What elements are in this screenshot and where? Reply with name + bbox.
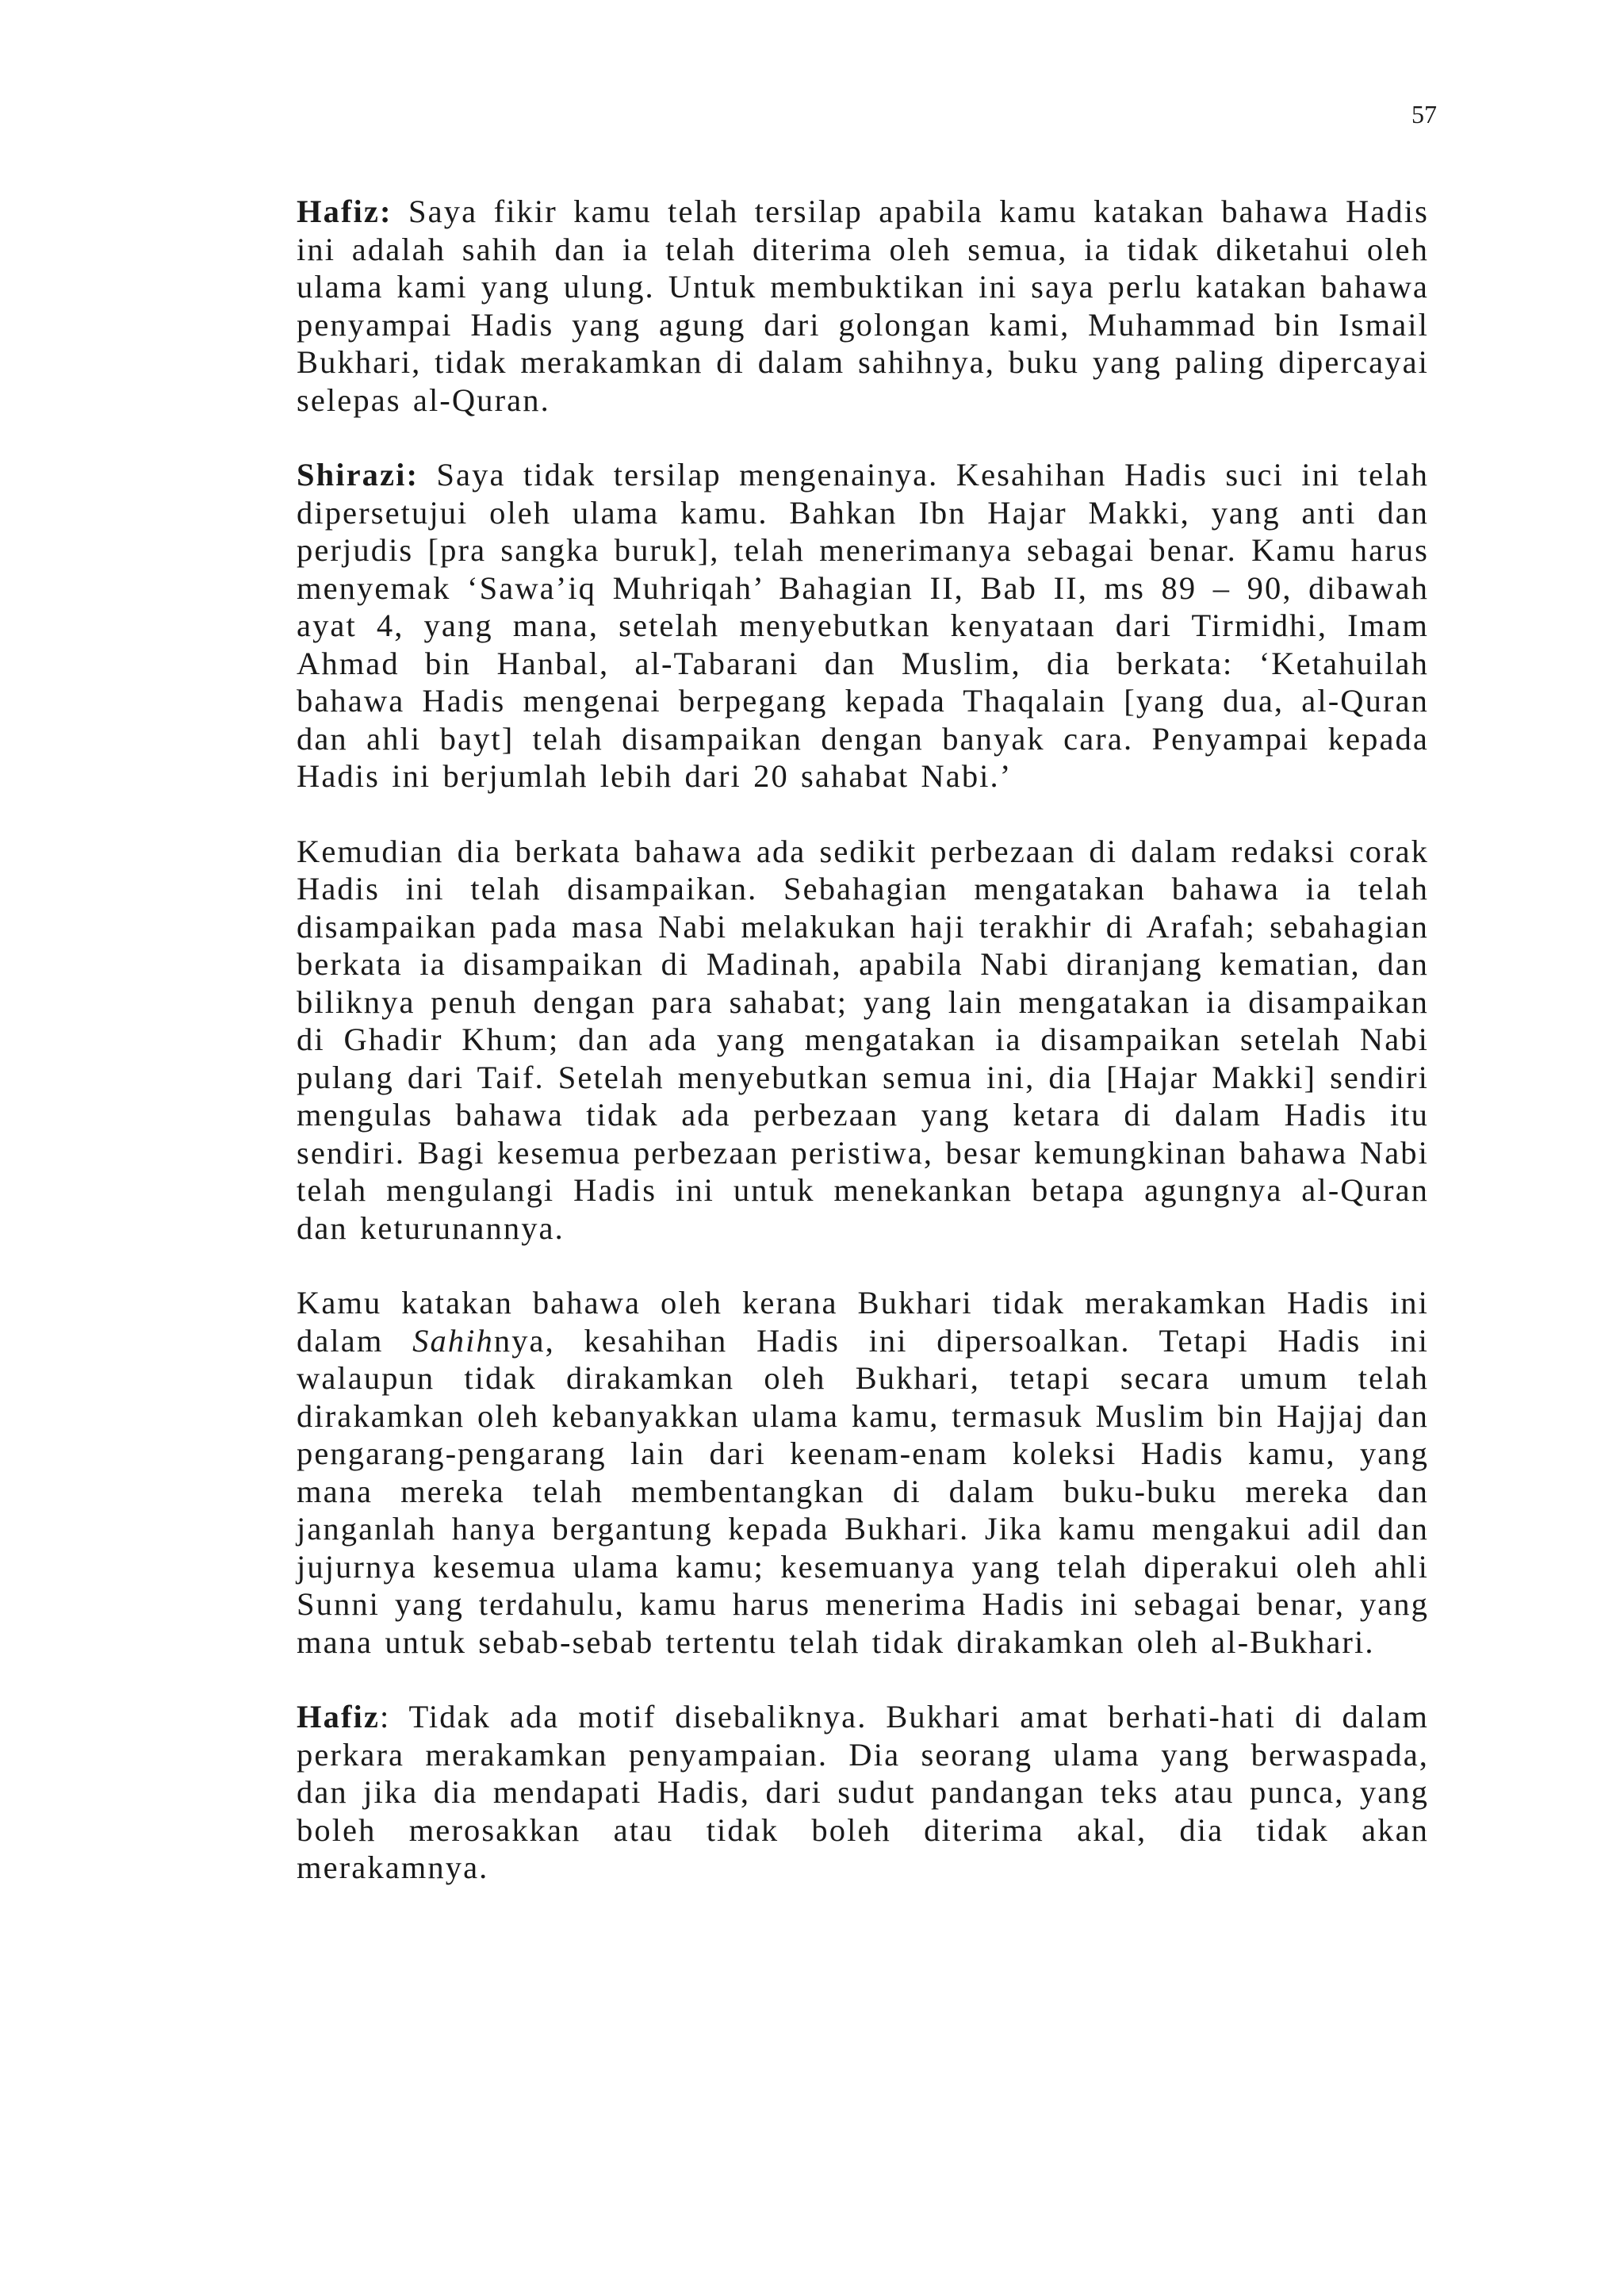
- paragraph-hafiz-1: [297, 193, 1429, 419]
- speaker-name: Shirazi:: [297, 457, 419, 493]
- paragraph-text: Saya fikir kamu telah tersilap apabila kamu katakan bahawa Hadis ini adalah sahih dan ia telah diterima oleh semua, ia tidak diketahui oleh ulama kami yang ulung. Untuk membuktikan ini saya perlu katakan bahawa penyampai Hadis yang agung dari golongan kami, Muhammad bin Ismail Bukhari, tidak merakamkan di dalam sahihnya, buku yang paling dipercayai selepas al-Quran.: [297, 194, 1429, 418]
- italic-book-title: Sahih: [412, 1322, 494, 1359]
- paragraph-text: Kamu katakan bahawa oleh kerana Bukhari tidak merakamkan Hadis ini dalam: [297, 1285, 1429, 1359]
- paragraph-text: Saya tidak tersilap mengenainya. Kesahihan Hadis suci ini telah dipersetujui oleh ulama kamu. Bahkan Ibn Hajar Makki, yang anti dan perjudis [pra sangka buruk], telah menerimanya sebagai benar. Kamu harus menyemak ‘Sawa’iq Muhriqah’ Bahagian II, Bab II, ms 89 – 90, dibawah ayat 4, yang mana, setelah menyebutkan kenyataan dari Tirmidhi, Imam Ahmad bin Hanbal, al-Tabarani dan Muslim, dia berkata: ‘Ketahuilah bahawa Hadis mengenai berpegang kepada Thaqalain [yang dua, al-Quran dan ahli bayt] telah disampaikan dengan banyak cara. Penyampai kepada Hadis ini berjumlah lebih dari 20 sahabat Nabi.’: [297, 457, 1429, 794]
- paragraph-hafiz-2: [297, 1698, 1429, 1887]
- paragraph-continuation-2: [297, 1284, 1429, 1661]
- page-number: 57: [1411, 100, 1437, 128]
- speaker-name: Hafiz:: [297, 194, 393, 229]
- page-body: [297, 193, 1429, 1924]
- paragraph-text: nya, kesahihan Hadis ini dipersoalkan. Tetapi Hadis ini walaupun tidak dirakamkan oleh Bukhari, tetapi secara umum telah dirakamkan oleh kebanyakkan ulama kamu, termasuk Muslim bin Hajjaj dan pengarang-pengarang lain dari keenam-enam koleksi Hadis kamu, yang mana mereka telah membentangkan di dalam buku-buku mereka dan janganlah hanya bergantung kepada Bukhari. Jika kamu mengakui adil dan jujurnya kesemua ulama kamu; kesemuanya yang telah diperakui oleh ahli Sunni yang terdahulu, kamu harus menerima Hadis ini sebagai benar, yang mana untuk sebab-sebab tertentu telah tidak dirakamkan oleh al-Bukhari.: [297, 1322, 1430, 1660]
- paragraph-text: : Tidak ada motif disebaliknya. Bukhari amat berhati-hati di dalam perkara merakamkan penyampaian. Dia seorang ulama yang berwaspada, dan jika dia mendapati Hadis, dari sudut pandangan teks atau punca, yang boleh merosakkan atau tidak boleh diterima akal, dia tidak akan merakamnya.: [297, 1699, 1429, 1885]
- paragraph-continuation-1: [297, 833, 1429, 1248]
- speaker-name: Hafiz: [297, 1699, 380, 1734]
- paragraph-text: Kemudian dia berkata bahawa ada sedikit perbezaan di dalam redaksi corak Hadis ini telah disampaikan. Sebahagian mengatakan bahawa ia telah disampaikan pada masa Nabi melakukan haji terakhir di Arafah; sebahagian berkata ia disampaikan di Madinah, apabila Nabi diranjang kematian, dan biliknya penuh dengan para sahabat; yang lain mengatakan ia disampaikan di Ghadir Khum; dan ada yang mengatakan ia disampaikan setelah Nabi pulang dari Taif. Setelah menyebutkan semua ini, dia [Hajar Makki] sendiri mengulas bahawa tidak ada perbezaan yang ketara di dalam Hadis itu sendiri. Bagi kesemua perbezaan peristiwa, besar kemungkinan bahawa Nabi telah mengulangi Hadis ini untuk menekankan betapa agungnya al-Quran dan keturunannya.: [297, 833, 1429, 1246]
- paragraph-shirazi: [297, 456, 1429, 795]
